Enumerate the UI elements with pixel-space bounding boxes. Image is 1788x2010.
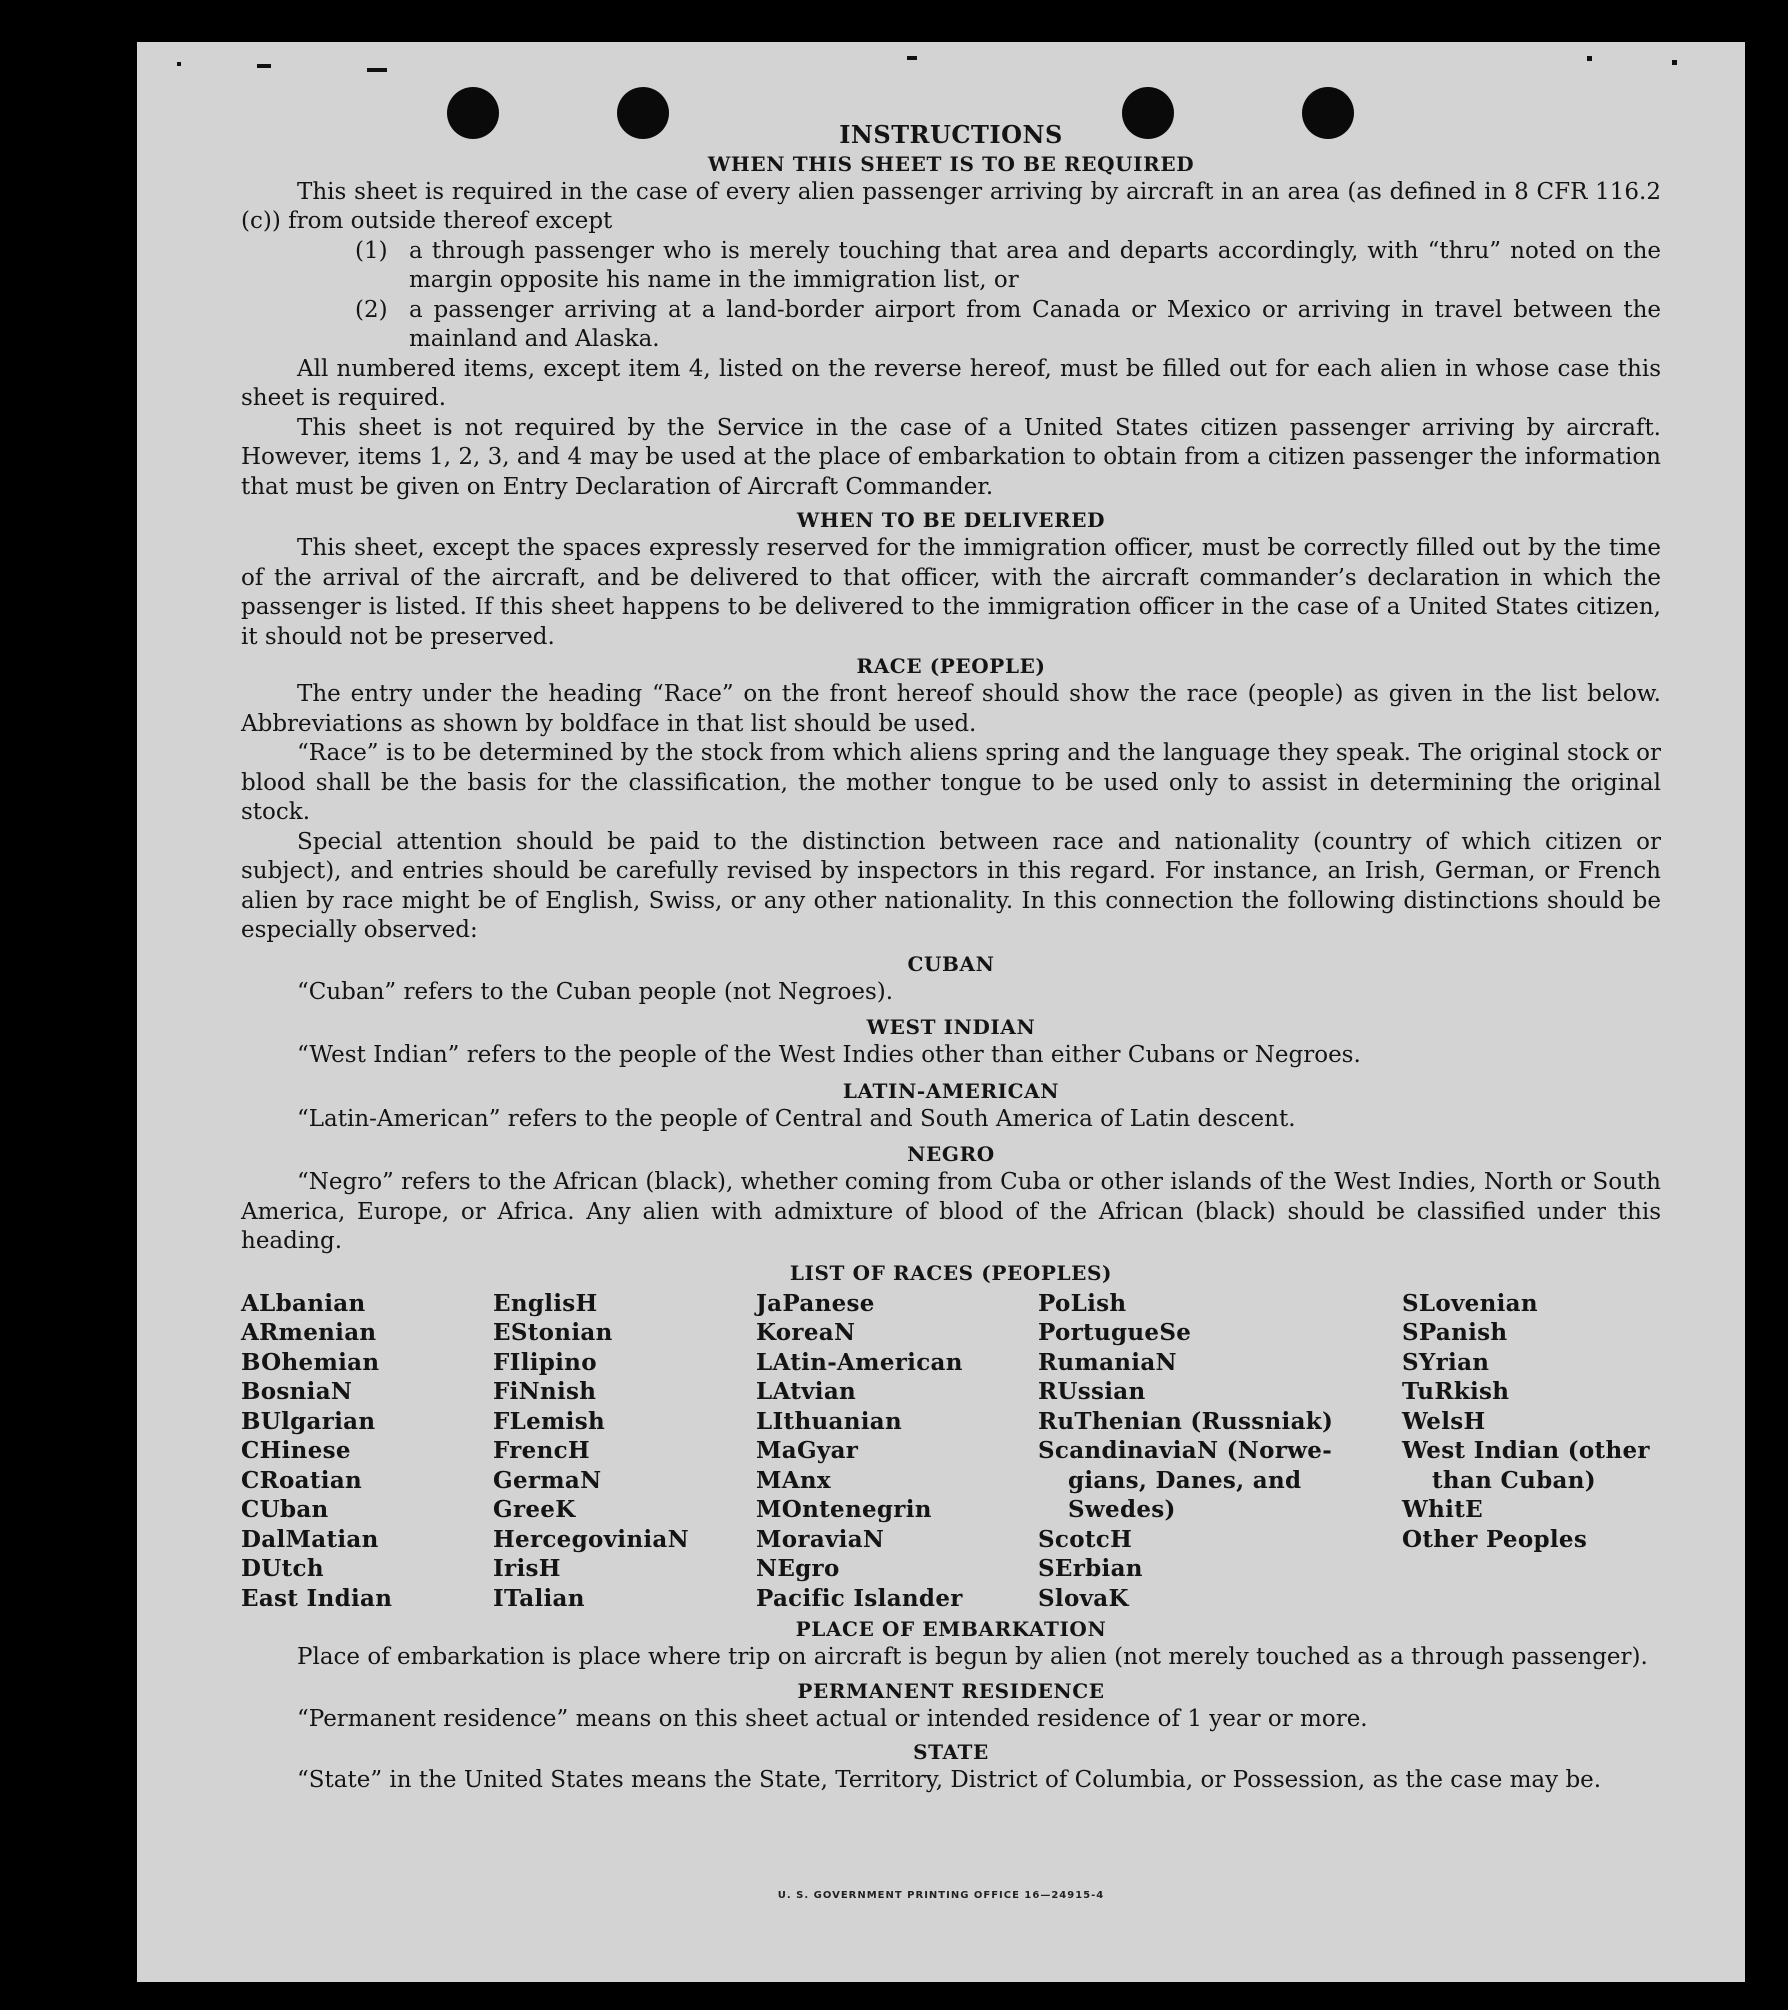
list-item: HercegoviniaN [493, 1525, 689, 1553]
printer-imprint: U. S. GOVERNMENT PRINTING OFFICE 16—24915-4 [777, 1890, 1105, 1901]
list-item: SPanish [1402, 1319, 1508, 1346]
list-item: ScotcH [1038, 1525, 1133, 1553]
list-item: Other Peoples [1402, 1525, 1588, 1553]
list-item: FLemish [493, 1407, 605, 1435]
races-list [241, 1289, 1661, 1614]
list-item: KoreaN [756, 1319, 856, 1346]
races-column [1402, 1289, 1661, 1614]
paragraph: “Cuban” refers to the Cuban people (not Negroes). [297, 978, 894, 1005]
section-heading-embarkation: PLACE OF EMBARKATION [795, 1617, 1107, 1641]
list-item: BUlgarian [241, 1407, 376, 1435]
paragraph: This sheet, except the spaces expressly reserved for the immigration officer, must be correctly filled out by the time of the arrival of the aircraft, and be delivered to that officer, with the aircraft commander’s declaration in which the passenger is listed. If this sheet happens to be delivered to the immigration officer in the case of a United States citizen, it should not be preserved. [241, 535, 1661, 650]
section-heading-negro: NEGRO [907, 1142, 995, 1166]
paragraph: The entry under the heading “Race” on the front hereof should show the race (people) as given in the list below. Abbreviations as shown by boldface in that list should be used. [241, 681, 1661, 737]
list-item [355, 296, 1661, 355]
list-item: JaPanese [756, 1289, 875, 1317]
list-item: ScandinaviaN (Norwe- [1038, 1437, 1333, 1464]
races-column [756, 1289, 1038, 1614]
section-heading-delivered: WHEN TO BE DELIVERED [796, 508, 1106, 532]
list-item-number: (2) [355, 296, 388, 323]
list-item: PortugueSe [1038, 1319, 1192, 1346]
list-item: BosniaN [241, 1378, 353, 1405]
list-item: FIlipino [493, 1348, 597, 1376]
section-heading-west-indian: WEST INDIAN [866, 1015, 1036, 1039]
list-item: RumaniaN [1038, 1348, 1177, 1376]
list-item: BOhemian [241, 1348, 380, 1376]
list-item: DUtch [241, 1555, 324, 1582]
list-item: WelsH [1402, 1407, 1486, 1435]
list-item: ITalian [493, 1584, 585, 1612]
list-item: SErbian [1038, 1555, 1143, 1582]
paragraph: This sheet is not required by the Service in the case of a United States citizen passenger arriving by aircraft. However, items 1, 2, 3, and 4 may be used at the place of embarkation to obtain from a citizen passenger the information that must be given on Entry Declaration of Aircraft Commander. [241, 414, 1661, 500]
list-item: DalMatian [241, 1525, 379, 1553]
paragraph: “State” in the United States means the State, Territory, District of Columbia, or Possession, as the case may be. [297, 1767, 1602, 1793]
list-item: FrencH [493, 1437, 590, 1464]
section-heading-required: WHEN THIS SHEET IS TO BE REQUIRED [707, 151, 1195, 176]
paragraph: All numbered items, except item 4, listed on the reverse hereof, must be filled out for each alien in whose case this sheet is required. [241, 355, 1661, 411]
paragraph: “West Indian” refers to the people of the West Indies other than either Cubans or Negroes. [297, 1042, 1361, 1068]
list-item: EnglisH [493, 1289, 598, 1317]
section-heading-latin-american: LATIN-AMERICAN [842, 1078, 1060, 1103]
list-item: CHinese [241, 1437, 351, 1464]
list-item: ARmenian [241, 1319, 377, 1346]
list-item: LAtvian [756, 1378, 857, 1405]
list-item: ALbanian [241, 1289, 366, 1317]
list-item: IrisH [493, 1555, 561, 1582]
list-item [355, 237, 1661, 296]
list-item: RuThenian (Russniak) [1038, 1407, 1334, 1435]
section-heading-residence: PERMANENT RESIDENCE [797, 1678, 1105, 1703]
list-item: TuRkish [1402, 1378, 1510, 1405]
instructions-content [241, 120, 1661, 1796]
list-item: PoLish [1038, 1289, 1127, 1317]
list-item: GreeK [493, 1496, 576, 1523]
list-item: CRoatian [241, 1466, 363, 1494]
list-item: SLovenian [1402, 1289, 1538, 1317]
list-item: SYrian [1402, 1348, 1490, 1376]
page-title: INSTRUCTIONS [839, 120, 1063, 149]
list-item: MAnx [756, 1466, 831, 1494]
paragraph: “Race” is to be determined by the stock from which aliens spring and the language they speak. The original stock or blood shall be the basis for the classification, the mother tongue to be used only to assist in determining the original stock. [241, 740, 1661, 825]
races-column [241, 1289, 493, 1614]
paragraph: “Permanent residence” means on this sheet actual or intended residence of 1 year or more. [297, 1705, 1368, 1732]
list-item: MaGyar [756, 1437, 859, 1464]
list-item-text: a passenger arriving at a land-border airport from Canada or Mexico or arriving in travel between the mainland and Alaska. [409, 296, 1661, 352]
list-item-text: a through passenger who is merely touching that area and departs accordingly, with “thru” noted on the margin opposite his name in the immigration list, or [409, 237, 1661, 293]
section-heading-state: STATE [913, 1740, 989, 1764]
list-item: CUban [241, 1496, 329, 1523]
list-item: Pacific Islander [756, 1584, 963, 1612]
list-item: LAtin-American [756, 1348, 963, 1376]
list-item: gians, Danes, and [1068, 1466, 1302, 1494]
races-column [1038, 1289, 1402, 1614]
list-item: East Indian [241, 1584, 393, 1612]
list-item: EStonian [493, 1319, 613, 1346]
list-item: RUssian [1038, 1378, 1146, 1405]
list-item: Swedes) [1068, 1496, 1176, 1523]
list-item: LIthuanian [756, 1407, 902, 1435]
paragraph: This sheet is required in the case of every alien passenger arriving by aircraft in an area (as defined in 8 CFR 116.2 (c)) from outside thereof except [241, 178, 1661, 234]
section-heading-list-of-races: LIST OF RACES (PEOPLES) [789, 1260, 1113, 1285]
list-item: MoraviaN [756, 1525, 885, 1553]
section-heading-cuban: CUBAN [907, 951, 995, 976]
paragraph: “Latin-American” refers to the people of Central and South America of Latin descent. [297, 1105, 1296, 1132]
paragraph: Place of embarkation is place where trip on aircraft is begun by alien (not merely touched as a through passenger). [297, 1644, 1648, 1670]
list-item: MOntenegrin [756, 1496, 932, 1523]
list-item: GermaN [493, 1466, 602, 1494]
list-item: SlovaK [1038, 1584, 1129, 1612]
paragraph: Special attention should be paid to the distinction between race and nationality (country of which citizen or subject), and entries should be carefully revised by inspectors in this regard. For instance, an Irish, German, or French alien by race might be of English, Swiss, or any other nationality. In this connection the following distinctions should be especially observed: [241, 828, 1661, 943]
list-item: West Indian (other [1402, 1437, 1650, 1464]
list-item: than Cuban) [1432, 1466, 1596, 1494]
list-item: NEgro [756, 1555, 840, 1582]
list-item-number: (1) [355, 237, 388, 264]
list-item: WhitE [1402, 1496, 1483, 1523]
section-heading-race: RACE (PEOPLE) [856, 654, 1046, 678]
list-item: FiNnish [493, 1378, 597, 1405]
document-sheet [137, 42, 1745, 1982]
paragraph: “Negro” refers to the African (black), whether coming from Cuba or other islands of the West Indies, North or South America, Europe, or Africa. Any alien with admixture of blood of the African (black) should be classified under this heading. [241, 1169, 1661, 1254]
races-column [493, 1289, 756, 1614]
